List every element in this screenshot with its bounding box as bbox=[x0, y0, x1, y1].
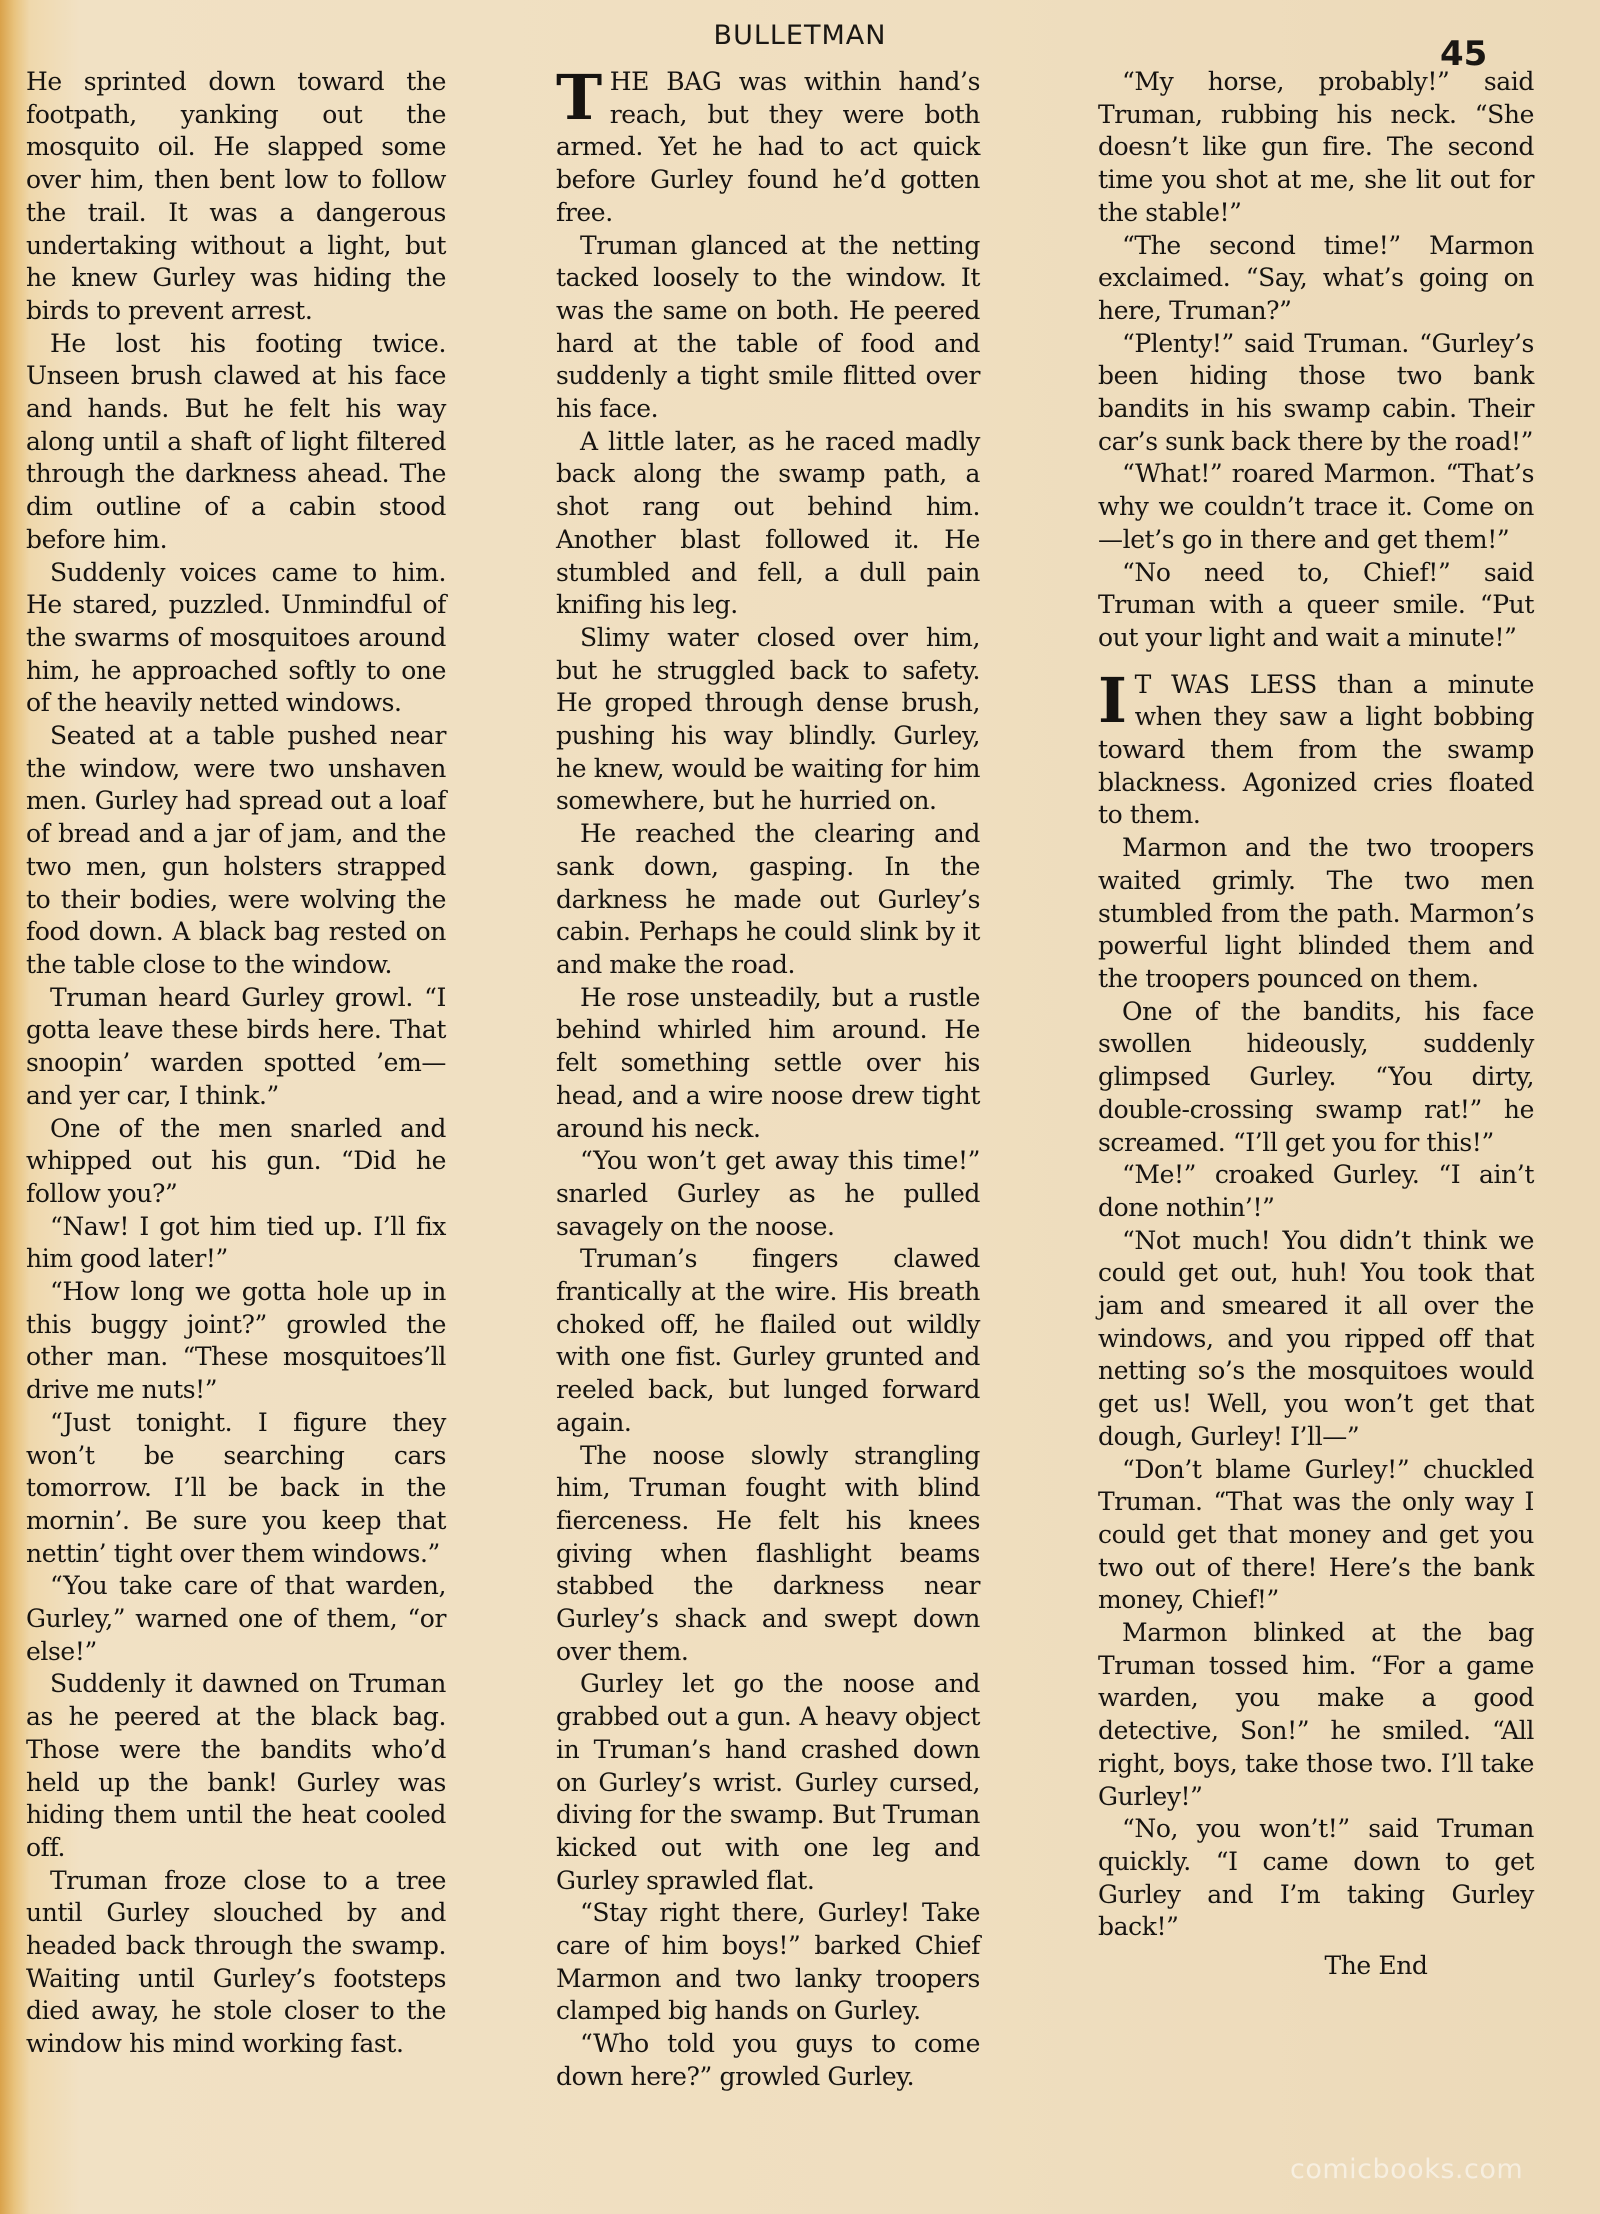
paragraph: “How long we gotta hole up in this buggy joint?” growled the other man. “These mosquitoes’ll drive me nuts!” bbox=[26, 1277, 446, 1405]
paragraph: Suddenly voices came to him. He stared, puzzled. Unmindful of the swarms of mosquitoes around him, he approached softly to one of the heavily netted windows. bbox=[26, 557, 446, 718]
text-column-1 bbox=[26, 66, 446, 2061]
paragraph: “Plenty!” said Truman. “Gurley’s been hiding those two bank bandits in his swamp cabin. Their car’s sunk back there by the road!” bbox=[1098, 328, 1534, 456]
paragraph: Marmon and the two troopers waited grimly. The two men stumbled from the path. Marmon’s powerful light blinded them and the troopers pounced on them. bbox=[1098, 833, 1534, 993]
paragraph: Seated at a table pushed near the window, were two unshaven men. Gurley had spread out a loaf of bread and a jar of jam, and the two men, gun holsters strapped to their bodies, were wolving the food down. A black bag rested on the table close to the window. bbox=[26, 721, 446, 979]
watermark: comicbooks.com bbox=[1290, 2154, 1524, 2185]
paragraph: He lost his footing twice. Unseen brush clawed at his face and hands. But he felt his way along until a shaft of light filtered through the darkness ahead. The dim outline of a cabin stood before him. bbox=[26, 328, 446, 554]
paragraph: “No, you won’t!” said Truman quickly. “I came down to get Gurley and I’m taking Gurley back!” bbox=[1098, 1814, 1534, 1942]
paragraph: “What!” roared Marmon. “That’s why we couldn’t trace it. Come on—let’s go in there and get them!” bbox=[1098, 459, 1534, 554]
paragraph: “You take care of that warden, Gurley,” warned one of them, “or else!” bbox=[26, 1571, 446, 1666]
drop-cap: I bbox=[1098, 663, 1127, 737]
paragraph: He sprinted down toward the footpath, yanking out the mosquito oil. He slapped some over him, then bent low to follow the trail. It was a dangerous undertaking without a light, but he knew Gurley was hiding the birds to prevent arrest. bbox=[26, 67, 446, 325]
paragraph: Truman heard Gurley growl. “I gotta leave these birds here. That snoopin’ warden spotted ’em—and yer car, I think.” bbox=[26, 982, 446, 1110]
paragraph: A little later, as he raced madly back along the swamp path, a shot rang out behind him. Another blast followed it. He stumbled and fell, a dull pain knifing his leg. bbox=[556, 426, 980, 620]
paragraph: Truman’s fingers clawed frantically at the wire. His breath choked off, he flailed out wildly with one fist. Gurley grunted and reeled back, but lunged forward again. bbox=[556, 1244, 980, 1437]
story-end-mark: The End bbox=[1324, 1951, 1428, 1981]
paragraph: “Me!” croaked Gurley. “I ain’t done nothin’!” bbox=[1098, 1160, 1534, 1222]
section-opening bbox=[1098, 663, 1534, 833]
section-opening bbox=[556, 61, 980, 230]
paragraph: “My horse, probably!” said Truman, rubbing his neck. “She doesn’t like gun fire. The second time you shot at me, she lit out for the stable!” bbox=[1098, 67, 1534, 227]
paragraph: Marmon blinked at the bag Truman tossed him. “For a game warden, you make a good detective, Son!” he smiled. “All right, boys, take those two. I’ll take Gurley!” bbox=[1098, 1618, 1534, 1811]
paragraph: “The second time!” Marmon exclaimed. “Say, what’s going on here, Truman?” bbox=[1098, 230, 1534, 325]
paragraph: He rose unsteadily, but a rustle behind whirled him around. He felt something settle over his head, and a wire noose drew tight around his neck. bbox=[556, 982, 980, 1143]
paragraph: “Stay right there, Gurley! Take care of him boys!” barked Chief Marmon and two lanky troopers clamped big hands on Gurley. bbox=[556, 1898, 980, 2026]
paragraph: Truman glanced at the netting tacked loosely to the window. It was the same on both. He peered hard at the table of food and suddenly a tight smile flitted over his face. bbox=[556, 230, 980, 424]
paragraph: Truman froze close to a tree until Gurley slouched by and headed back through the swamp. Waiting until Gurley’s footsteps died away, he stole closer to the window his mind working fast. bbox=[26, 1865, 446, 2059]
paragraph: Suddenly it dawned on Truman as he peered at the black bag. Those were the bandits who’d held up the bank! Gurley was hiding them until the heat cooled off. bbox=[26, 1669, 446, 1862]
paragraph: “Not much! You didn’t think we could get out, huh! You took that jam and smeared it all over the windows, and you ripped off that netting so’s the mosquitoes would get us! Well, you won’t get that dough, Gurley! I’ll—” bbox=[1098, 1225, 1534, 1451]
paragraph: Slimy water closed over him, but he struggled back to safety. He groped through dense brush, pushing his way blindly. Gurley, he knew, would be waiting for him somewhere, but he hurried on. bbox=[556, 622, 980, 816]
paragraph: “Don’t blame Gurley!” chuckled Truman. “That was the only way I could get that money and get you two out of there! Here’s the bank money, Chief!” bbox=[1098, 1454, 1534, 1615]
paragraph: Gurley let go the noose and grabbed out a gun. A heavy object in Truman’s hand crashed down on Gurley’s wrist. Gurley cursed, diving for the swamp. But Truman kicked out with one leg and Gurley sprawled flat. bbox=[556, 1669, 980, 1895]
paragraph: “You won’t get away this time!” snarled Gurley as he pulled savagely on the noose. bbox=[556, 1146, 980, 1241]
page-number: 45 bbox=[1440, 34, 1488, 74]
drop-cap: T bbox=[556, 61, 602, 134]
paragraph: He reached the clearing and sank down, gasping. In the darkness he made out Gurley’s cabin. Perhaps he could slink by it and make the road. bbox=[556, 819, 980, 979]
paragraph: The noose slowly strangling him, Truman fought with blind fierceness. He felt his knees giving when flashlight beams stabbed the darkness near Gurley’s shack and swept down over them. bbox=[556, 1440, 980, 1666]
running-header: BULLETMAN bbox=[713, 20, 887, 51]
paragraph: “Naw! I got him tied up. I’ll fix him good later!” bbox=[26, 1211, 446, 1274]
section-lead-text: T WAS LESS than a minute when they saw a light bobbing toward them from the swamp blackness. Agonized cries floated to them. bbox=[1098, 669, 1534, 830]
paragraph: “Who told you guys to come down here?” growled Gurley. bbox=[556, 2029, 980, 2091]
paragraph: “Just tonight. I figure they won’t be searching cars tomorrow. I’ll be back in the mornin’. Be sure you keep that nettin’ tight over them windows.” bbox=[26, 1407, 446, 1568]
paragraph: One of the bandits, his face swollen hideously, suddenly glimpsed Gurley. “You dirty, double-crossing swamp rat!” he screamed. “I’ll get you for this!” bbox=[1098, 996, 1534, 1157]
text-column-2 bbox=[556, 61, 980, 2094]
section-lead-text: HE BAG was within hand’s reach, but they were both armed. Yet he had to act quick before Gurley found he’d gotten free. bbox=[556, 67, 980, 227]
paragraph: “No need to, Chief!” said Truman with a queer smile. “Put out your light and wait a minute!” bbox=[1098, 557, 1534, 652]
text-column-3 bbox=[1098, 66, 1534, 1983]
paragraph: One of the men snarled and whipped out his gun. “Did he follow you?” bbox=[26, 1113, 446, 1208]
